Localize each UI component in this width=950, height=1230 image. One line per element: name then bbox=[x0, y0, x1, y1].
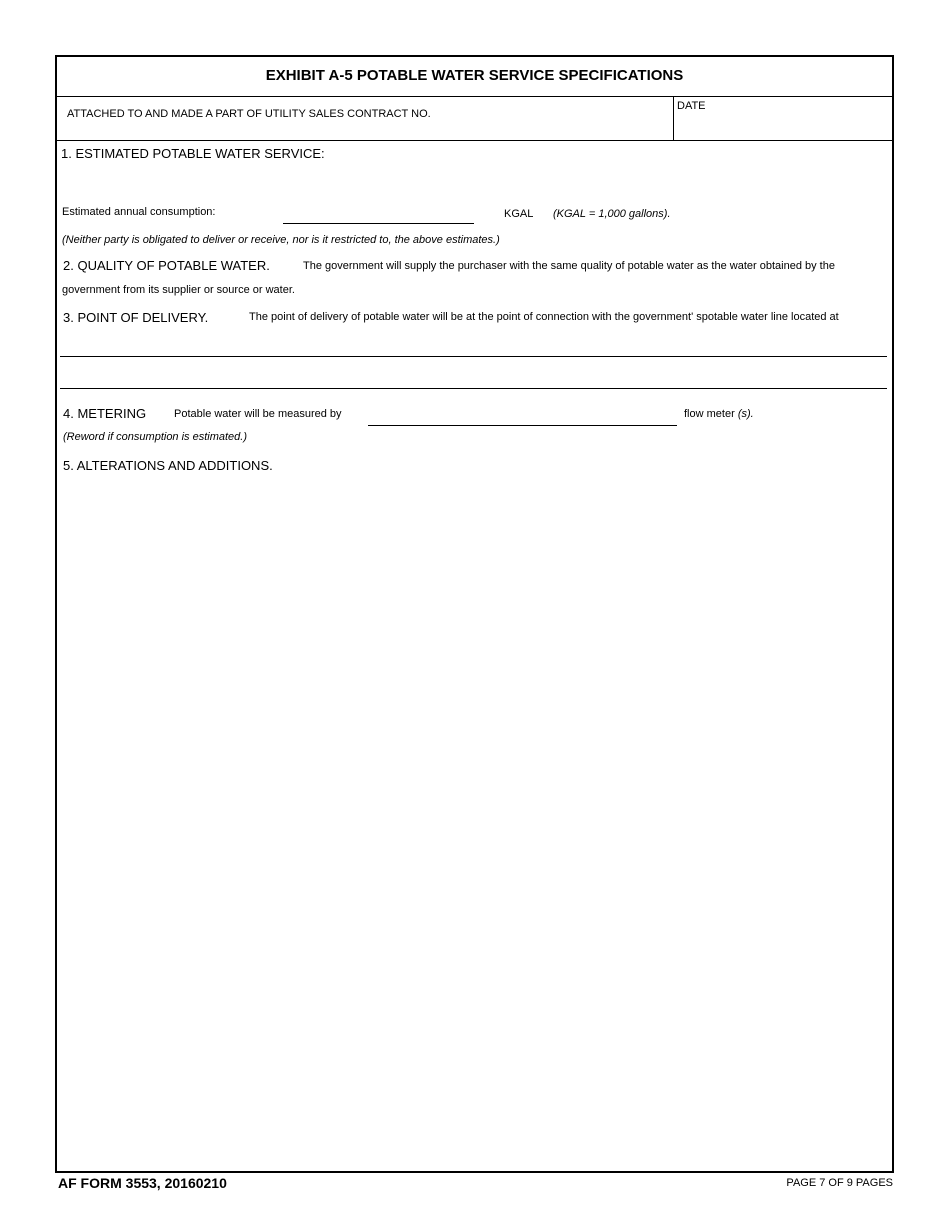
date-field[interactable] bbox=[677, 115, 889, 137]
meter-field[interactable] bbox=[368, 405, 676, 423]
section3-heading: 3. POINT OF DELIVERY. bbox=[63, 310, 209, 325]
kgal-unit: KGAL bbox=[504, 208, 534, 220]
delivery-text: The point of delivery of potable water will be at the point of connection with the government' spotable water line located at bbox=[249, 311, 839, 323]
header-divider bbox=[56, 140, 894, 141]
section2-heading: 2. QUALITY OF POTABLE WATER. bbox=[63, 258, 270, 273]
flow-meter-text: flow meter bbox=[684, 408, 735, 420]
flow-meter-plural: (s). bbox=[737, 408, 754, 420]
form-id: AF FORM 3553, 20160210 bbox=[58, 1175, 227, 1191]
consumption-field[interactable] bbox=[283, 204, 473, 222]
meter-underline bbox=[368, 425, 677, 426]
consumption-underline bbox=[283, 223, 474, 224]
consumption-label: Estimated annual consumption: bbox=[62, 206, 216, 218]
page-indicator: PAGE 7 OF 9 PAGES bbox=[786, 1177, 893, 1189]
title-divider bbox=[56, 96, 894, 97]
date-label: DATE bbox=[677, 100, 706, 112]
contract-no-field[interactable] bbox=[440, 100, 670, 138]
delivery-location-field-1[interactable] bbox=[60, 330, 886, 354]
kgal-note: (KGAL = 1,000 gallons). bbox=[553, 208, 671, 220]
quality-text-line1: The government will supply the purchaser with the same quality of potable water as the water obtained by the bbox=[303, 260, 835, 272]
delivery-line-2 bbox=[60, 388, 887, 389]
flow-meter-label bbox=[684, 408, 754, 420]
quality-text-line2: government from its supplier or source or water. bbox=[62, 284, 295, 296]
metering-label: Potable water will be measured by bbox=[174, 408, 342, 420]
date-divider bbox=[673, 96, 674, 140]
section5-heading: 5. ALTERATIONS AND ADDITIONS. bbox=[63, 458, 273, 473]
attached-label: ATTACHED TO AND MADE A PART OF UTILITY SALES CONTRACT NO. bbox=[67, 108, 431, 120]
alterations-field[interactable] bbox=[60, 480, 886, 1166]
delivery-line-1 bbox=[60, 356, 887, 357]
delivery-location-field-2[interactable] bbox=[60, 362, 886, 386]
section4-heading: 4. METERING bbox=[63, 406, 147, 421]
estimate-disclaimer: (Neither party is obligated to deliver or receive, nor is it restricted to, the above estimates.) bbox=[62, 234, 500, 246]
form-title: EXHIBIT A-5 POTABLE WATER SERVICE SPECIFICATIONS bbox=[265, 67, 684, 84]
metering-note: (Reword if consumption is estimated.) bbox=[63, 431, 248, 443]
section1-heading: 1. ESTIMATED POTABLE WATER SERVICE: bbox=[61, 146, 325, 161]
